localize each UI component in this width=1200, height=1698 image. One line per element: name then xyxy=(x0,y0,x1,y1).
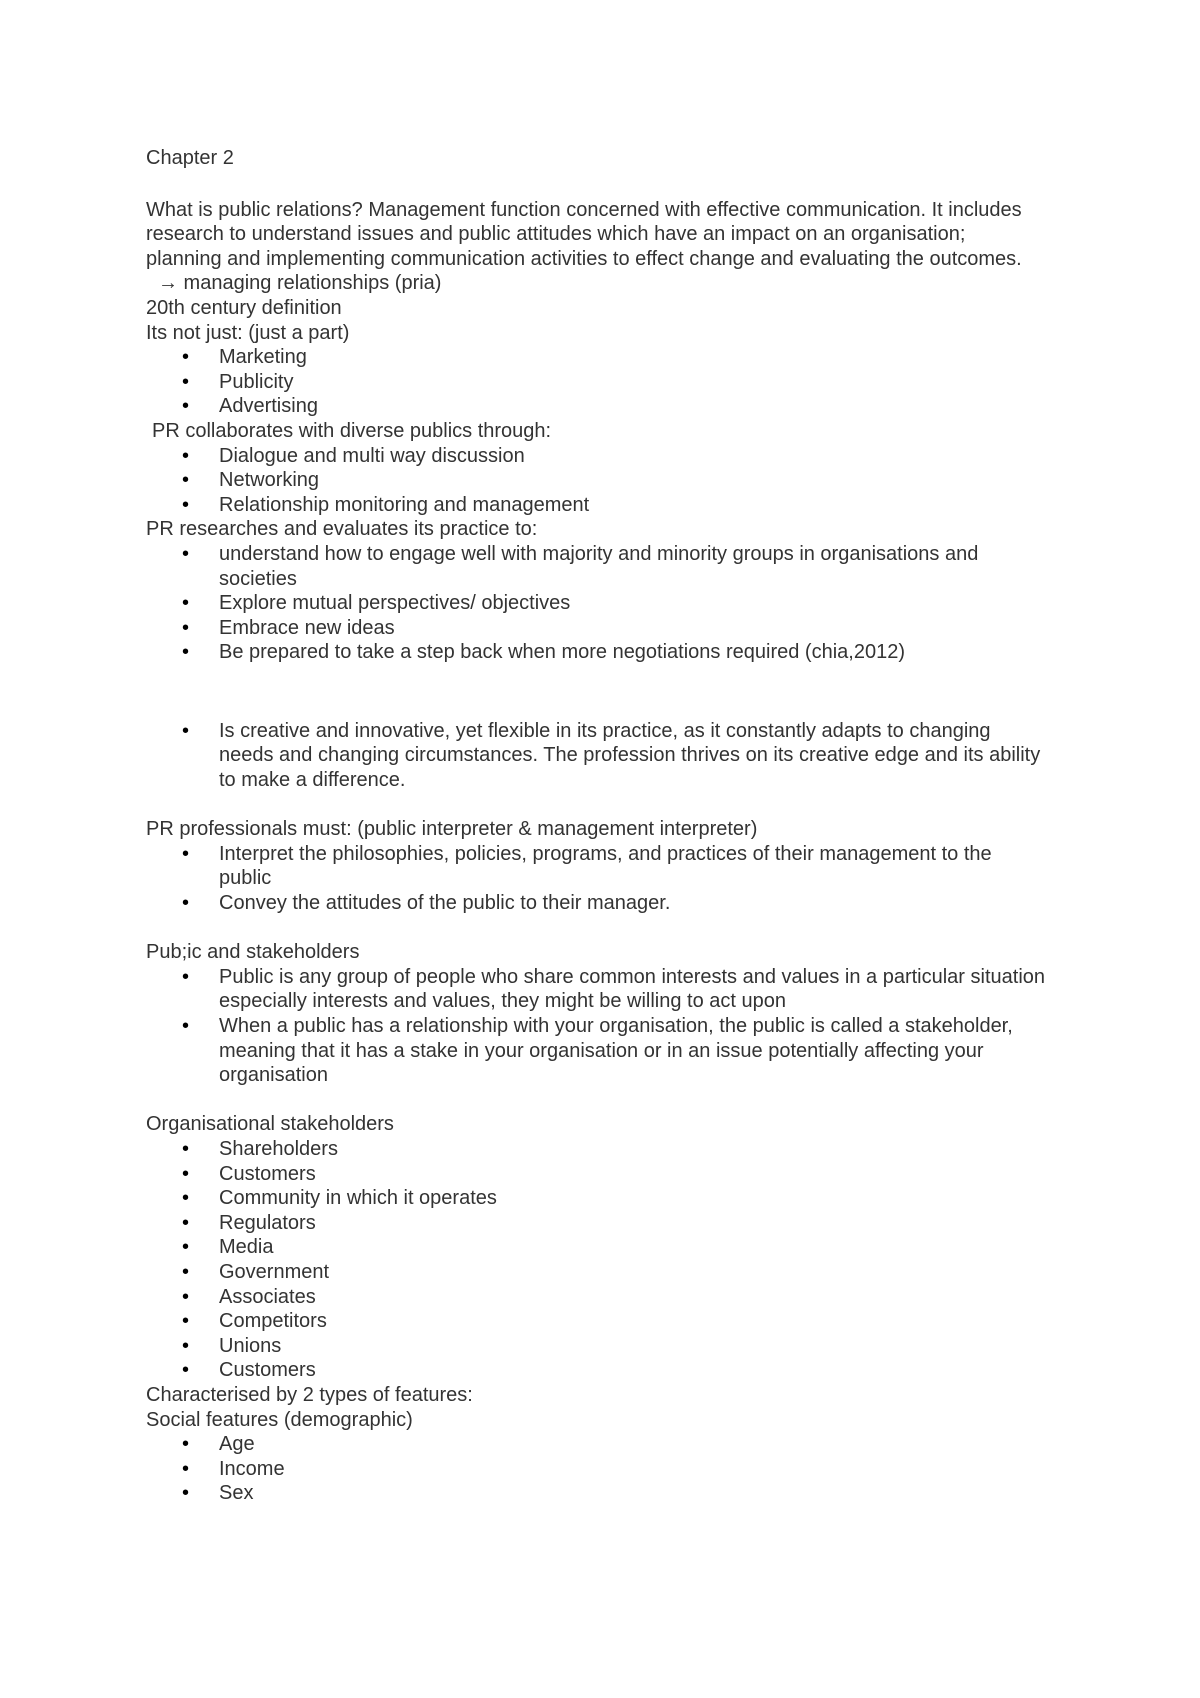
list-item: • Public is any group of people who share common interests and values in a particular situation especially interests and values, they might be willing to act upon xyxy=(146,965,1046,1014)
chapter-title: Chapter 2 xyxy=(146,147,234,169)
list-item: • Embrace new ideas xyxy=(146,616,1046,641)
list-item: • Unions xyxy=(146,1334,1046,1359)
researches-heading: PR researches and evaluates its practice to: xyxy=(146,518,538,541)
blank-line xyxy=(146,916,1046,941)
list-item: • Media xyxy=(146,1235,1046,1260)
researches-list xyxy=(146,542,1046,665)
list-item: • Convey the attitudes of the public to their manager. xyxy=(146,891,1046,916)
list-item: • Be prepared to take a step back when more negotiations required (chia,2012) xyxy=(146,640,1046,665)
list-item: • Age xyxy=(146,1432,1046,1457)
list-item: • Marketing xyxy=(146,345,1046,370)
features-line: Characterised by 2 types of features: xyxy=(146,1383,473,1406)
list-item: • Networking xyxy=(146,468,1046,493)
list-item: • Sex xyxy=(146,1481,1046,1506)
list-item: • Customers xyxy=(146,1162,1046,1187)
creative-list xyxy=(146,719,1046,793)
list-item: • Is creative and innovative, yet flexible in its practice, as it constantly adapts to changing needs and changing circumstances. The profession thrives on its creative edge and its ability to make a difference. xyxy=(146,719,1046,793)
document-page xyxy=(146,146,1046,1506)
social-heading: Social features (demographic) xyxy=(146,1408,413,1431)
list-item: • Interpret the philosophies, policies, programs, and practices of their management to the public xyxy=(146,842,1046,891)
list-item: • Customers xyxy=(146,1358,1046,1383)
list-item: • Publicity xyxy=(146,370,1046,395)
list-item: • Dialogue and multi way discussion xyxy=(146,444,1046,469)
collaborates-heading: PR collaborates with diverse publics through: xyxy=(152,419,552,442)
collaborates-list xyxy=(146,444,1046,518)
professionals-list xyxy=(146,842,1046,916)
not-just-heading: Its not just: (just a part) xyxy=(146,321,350,344)
list-item: • Explore mutual perspectives/ objectives xyxy=(146,591,1046,616)
social-list xyxy=(146,1432,1046,1506)
stakeholders-heading: Organisational stakeholders xyxy=(146,1113,394,1136)
list-item: • Associates xyxy=(146,1285,1046,1310)
blank-line xyxy=(146,793,1046,818)
list-item: • Income xyxy=(146,1457,1046,1482)
publics-heading: Pub;ic and stakeholders xyxy=(146,941,360,964)
stakeholders-list xyxy=(146,1137,1046,1383)
list-item: • Competitors xyxy=(146,1309,1046,1334)
blank-line xyxy=(146,1088,1046,1113)
list-item: • When a public has a relationship with your organisation, the public is called a stakeholder, meaning that it has a stake in your organisation or in an issue potentially affecting your organisation xyxy=(146,1014,1046,1088)
list-item: • Community in which it operates xyxy=(146,1186,1046,1211)
definition-line: 20th century definition xyxy=(146,296,342,319)
publics-list xyxy=(146,965,1046,1088)
intro-paragraph: What is public relations? Management function concerned with effective communication. It includes research to understand issues and public attitudes which have an impact on an organisation; planning and implementing communication activities to effect change and evaluating the outcomes. xyxy=(146,198,1028,270)
list-item: • Shareholders xyxy=(146,1137,1046,1162)
list-item: • understand how to engage well with majority and minority groups in organisations and societies xyxy=(146,542,1046,591)
arrow-line: → managing relationships (pria) xyxy=(158,272,442,295)
list-item: • Regulators xyxy=(146,1211,1046,1236)
blank-space xyxy=(146,665,1046,719)
not-just-list xyxy=(146,345,1046,419)
list-item: • Government xyxy=(146,1260,1046,1285)
list-item: • Advertising xyxy=(146,394,1046,419)
professionals-heading: PR professionals must: (public interpreter & management interpreter) xyxy=(146,818,758,841)
list-item: • Relationship monitoring and management xyxy=(146,493,1046,518)
